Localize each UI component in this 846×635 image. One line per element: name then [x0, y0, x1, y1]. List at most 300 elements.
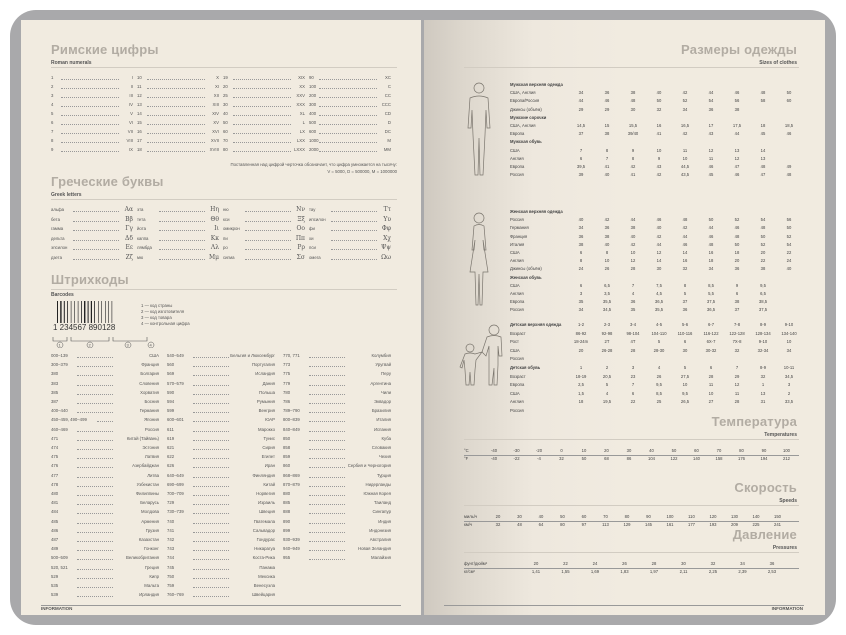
roman-number: 4	[51, 102, 54, 107]
dotted-leader	[147, 139, 205, 143]
dotted-leader	[319, 139, 377, 143]
dotted-leader	[159, 218, 205, 222]
barcode-prefix: 880	[283, 491, 291, 496]
roman-number: 13	[137, 102, 142, 107]
dotted-leader	[73, 208, 119, 212]
size-cell: 34	[708, 266, 714, 272]
size-cell: 2,5	[578, 382, 584, 388]
barcode-prefix: 890	[283, 518, 291, 524]
greek-letter-glyph: Σσ	[296, 253, 305, 261]
value-cell: 36	[769, 561, 775, 566]
value-cell: 26	[622, 561, 627, 566]
size-cell: 7	[579, 147, 583, 153]
size-cell: 86-92	[575, 330, 587, 336]
dotted-leader	[193, 566, 229, 570]
barcode-bar	[64, 301, 65, 323]
size-cell: 37	[682, 299, 688, 305]
roman-numeral: LXXX	[294, 147, 305, 152]
value-cell: -40	[490, 448, 498, 453]
barcode-country: Эстония	[142, 445, 159, 450]
roman-number: 50	[223, 120, 228, 125]
barcode-country: Колумбия	[371, 353, 391, 358]
size-cell: 41	[630, 172, 636, 178]
value-cell: 28	[651, 561, 657, 566]
value-cell: 40	[649, 448, 654, 453]
barcode-prefix: 489	[51, 546, 59, 552]
greek-letter-name: йота	[137, 226, 147, 231]
dotted-leader	[77, 382, 113, 386]
barcode-prefix: 626	[167, 463, 175, 469]
roman-number: 500	[309, 120, 317, 125]
barcode-country: Босния	[144, 399, 159, 404]
size-cell: 7	[605, 155, 609, 161]
barcode-prefix: 485	[51, 518, 59, 524]
barcode-country: Германия	[139, 408, 159, 414]
size-cell: 29	[604, 106, 610, 112]
roman-numeral: XX	[299, 84, 305, 89]
barcode-prefix: 539	[51, 592, 59, 598]
barcode-country: Таиланд	[374, 500, 391, 506]
size-cell: 37,5	[758, 307, 768, 313]
dotted-leader	[77, 363, 113, 367]
dotted-leader	[193, 584, 229, 588]
dotted-leader	[193, 382, 229, 386]
barcode-prefix: 480	[51, 491, 59, 496]
barcode-prefix: 600–601	[167, 417, 184, 423]
dotted-leader	[193, 538, 229, 542]
barcode-country: Азербайджан	[132, 463, 159, 469]
size-cell: 54	[786, 241, 792, 247]
barcode-country: Венгрия	[258, 408, 275, 414]
dotted-leader	[309, 529, 345, 533]
size-cell: 6	[683, 339, 687, 345]
greek-letter-glyph: Νν	[296, 206, 305, 213]
size-cell: 20	[578, 347, 584, 353]
size-cell: 8	[631, 155, 635, 161]
barcode-country: Гонконг	[143, 546, 159, 552]
dotted-leader	[77, 400, 113, 404]
barcode-bar	[91, 301, 92, 323]
value-cell: 2,11	[679, 569, 688, 574]
barcode-prefix: 383	[51, 380, 59, 386]
size-row-label: Женская верхняя одежда	[510, 209, 563, 214]
greek-letter-glyph: Αα	[124, 206, 133, 213]
value-cell: 209	[731, 522, 738, 527]
dotted-leader	[233, 85, 291, 89]
dotted-leader	[193, 492, 229, 496]
size-cell: 50	[786, 225, 792, 231]
value-cell: 158	[715, 456, 723, 461]
value-cell: 24	[592, 561, 598, 566]
size-cell: 34,5	[784, 373, 794, 379]
barcode-prefix: 520, 521	[51, 564, 68, 570]
greek-letter-name: омикрон	[223, 226, 240, 231]
size-row-label: Европа	[510, 164, 525, 169]
dotted-leader	[331, 208, 377, 212]
size-cell: 28	[708, 373, 714, 379]
value-cell: 225	[752, 522, 760, 527]
size-cell: 31	[760, 399, 766, 405]
barcode-country: Хорватия	[140, 389, 159, 395]
size-cell: 9,5	[760, 282, 766, 288]
roman-numeral: XXX	[296, 102, 305, 107]
size-cell: 12	[734, 382, 740, 388]
size-cell: 30	[656, 266, 662, 272]
size-row-label: Англия	[510, 258, 524, 264]
barcode-prefix: 779	[283, 380, 291, 386]
roman-subtitle: Roman numerals	[51, 60, 92, 66]
dotted-leader	[159, 237, 205, 241]
barcode-country: Китай	[263, 481, 275, 487]
dotted-leader	[309, 400, 345, 404]
barcode-bar	[101, 301, 102, 323]
size-cell: 60	[786, 98, 792, 104]
barcode-number: 1 234567 890128	[53, 323, 116, 332]
size-cell: 20,5	[602, 373, 612, 379]
size-cell: 6	[579, 282, 583, 288]
size-cell: 1	[579, 365, 583, 370]
size-cell: 98-104	[626, 330, 640, 336]
barcode-prefix: 800–839	[283, 417, 300, 423]
roman-number: 2000	[309, 147, 319, 152]
size-row-label: Россия	[510, 356, 524, 362]
size-cell: 9	[631, 147, 635, 153]
barcode-mark-2: 2	[88, 342, 91, 348]
size-cell: 11	[734, 390, 740, 396]
size-cell: 10	[604, 258, 610, 264]
size-cell: 28	[630, 347, 636, 353]
barcode-prefix: 773	[283, 362, 291, 368]
size-cell: 3	[631, 365, 635, 370]
size-cell: 6	[709, 365, 713, 370]
size-cell: 46	[604, 98, 610, 104]
value-cell: 80	[624, 514, 630, 519]
size-cell: 46	[708, 164, 714, 169]
size-cell: 52	[786, 233, 792, 239]
barcodes-subtitle: Barcodes	[51, 292, 74, 298]
size-cell: 2-3	[603, 322, 611, 327]
dotted-leader	[309, 520, 345, 524]
barcode-country: Словения	[139, 380, 159, 386]
size-cell: 9-10	[758, 339, 768, 345]
greek-letter-name: сигма	[223, 254, 235, 260]
roman-numeral: MM	[383, 147, 391, 152]
size-row-label: Мужская верхняя одежда	[510, 82, 563, 87]
size-cell: 41	[604, 164, 610, 169]
dotted-leader	[73, 256, 119, 260]
barcode-country: Норвегия	[256, 491, 275, 496]
size-cell: 56	[786, 217, 792, 223]
size-cell: 7,5	[656, 282, 662, 288]
size-cell: 6X-7	[706, 339, 716, 345]
size-cell: 34	[578, 90, 584, 96]
size-cell: 1	[761, 382, 765, 388]
dotted-leader	[147, 148, 205, 152]
size-cell: 110-116	[677, 330, 693, 336]
dotted-leader	[193, 455, 229, 459]
size-cell: 18	[578, 399, 584, 405]
dotted-leader	[309, 538, 345, 542]
value-cell: 2,39	[738, 569, 747, 574]
roman-numeral: C	[387, 84, 391, 89]
barcode-country: Коста-Рика	[252, 555, 275, 561]
size-cell: 44,5	[680, 164, 690, 169]
dotted-leader	[77, 492, 113, 496]
value-cell: 100	[783, 448, 790, 453]
barcode-country: Исландия	[255, 371, 275, 377]
barcode-country: Египет	[261, 454, 275, 460]
barcode-country: Перу	[381, 371, 391, 377]
barcode-country: Индия	[378, 518, 391, 524]
greek-letter-name: эпсилон	[51, 245, 68, 250]
dotted-leader	[245, 246, 291, 250]
dotted-leader	[331, 237, 377, 241]
temperature-subtitle: Temperatures	[764, 432, 797, 438]
size-cell: 30-32	[705, 347, 717, 353]
footer-line	[41, 605, 401, 606]
dotted-leader	[245, 218, 291, 222]
roman-numeral: XXV	[296, 93, 305, 98]
size-row-label: Англия	[510, 155, 524, 161]
roman-number: 600	[309, 129, 317, 134]
barcode-prefix: 860	[283, 463, 291, 469]
roman-number: 14	[137, 111, 142, 116]
row-label: фунт/дюйм²	[464, 561, 488, 566]
size-cell: 2T	[604, 339, 610, 345]
size-row-label: Мужская обувь	[510, 139, 542, 145]
value-cell: 20	[604, 448, 609, 453]
size-cell: 26-28	[601, 347, 613, 353]
size-cell: 18,5	[784, 123, 794, 128]
dotted-leader	[309, 428, 345, 432]
size-cell: 48	[734, 233, 740, 239]
roman-number: 1	[51, 75, 54, 80]
dotted-leader	[73, 246, 119, 250]
roman-numeral: VII	[127, 129, 133, 134]
size-cell: 46	[734, 225, 740, 231]
barcode-prefix: 750	[167, 573, 175, 579]
size-cell: 54	[708, 98, 714, 104]
barcode-prefix: 760–769	[167, 592, 184, 598]
barcode-bar	[81, 301, 82, 323]
size-cell: 36,5	[654, 299, 664, 305]
barcode-country: Панама	[259, 564, 275, 570]
size-cell: 43,5	[680, 172, 690, 178]
size-cell: 22	[630, 399, 636, 405]
size-cell: 48	[786, 172, 792, 178]
greek-letter-glyph: Φφ	[381, 225, 391, 232]
size-cell: 40	[786, 266, 792, 272]
value-cell: 34	[740, 561, 745, 566]
dotted-leader	[319, 94, 377, 98]
size-cell: 8,5	[656, 390, 662, 396]
dotted-leader	[159, 256, 205, 260]
size-cell: 8	[605, 250, 609, 255]
size-cell: 7	[735, 365, 739, 370]
value-cell: 50	[560, 514, 565, 519]
size-cell: 2	[605, 365, 609, 370]
barcode-country: Португалия	[251, 362, 275, 368]
greek-letter-name: лямбда	[137, 245, 152, 250]
size-cell: 5	[683, 365, 687, 370]
barcode-prefix: 611	[167, 426, 174, 432]
size-cell: 39,5	[576, 164, 586, 169]
size-row-label: Европа	[510, 131, 525, 137]
size-cell: 42	[656, 233, 662, 239]
barcode-prefix: 484	[51, 509, 59, 515]
size-cell: 45	[708, 172, 714, 178]
size-cell: 28	[630, 266, 636, 272]
divider	[464, 439, 799, 440]
barcode-prefix: 500–509	[51, 555, 68, 561]
value-cell: 1,69	[590, 569, 600, 574]
barcode-country: Новая Зеландия	[358, 546, 391, 552]
roman-numeral: CD	[384, 111, 391, 116]
size-cell: 35	[630, 307, 636, 313]
size-cell: 17	[708, 123, 714, 128]
value-cell: 22	[563, 561, 568, 566]
size-cell: 40	[578, 217, 584, 223]
roman-numeral: XV	[213, 120, 219, 125]
size-cell: 46	[682, 241, 688, 247]
size-cell: 32	[760, 373, 766, 379]
size-cell: 46	[734, 172, 740, 178]
dotted-leader	[77, 464, 113, 468]
dotted-leader	[331, 246, 377, 250]
roman-number: 15	[137, 120, 142, 125]
value-cell: 90	[761, 448, 767, 453]
roman-number: 400	[309, 111, 317, 116]
roman-number: 3	[51, 93, 54, 98]
barcode-prefix: 899	[283, 527, 291, 533]
barcode-prefix: 400–440	[51, 408, 68, 414]
barcode-prefix: 770, 771	[283, 353, 300, 358]
barcode-country: Австралия	[369, 537, 391, 542]
dotted-leader	[319, 121, 377, 125]
size-cell: 14	[760, 147, 766, 153]
dotted-leader	[309, 418, 345, 422]
size-row-label: США	[510, 390, 520, 396]
dotted-leader	[147, 130, 205, 134]
barcode-prefix: 858	[283, 445, 291, 450]
size-cell: 9,5	[656, 382, 662, 388]
value-cell: 97	[581, 522, 587, 527]
dotted-leader	[159, 227, 205, 231]
size-cell: 50	[786, 90, 792, 96]
barcode-prefix: 743	[167, 546, 175, 552]
size-cell: 13	[760, 390, 766, 396]
barcode-country: Малайзия	[370, 555, 391, 561]
value-cell: 20	[533, 561, 539, 566]
size-cell: 8,5	[708, 282, 714, 288]
barcode-prefix: 619	[167, 435, 175, 441]
roman-number: 19	[223, 75, 228, 80]
size-cell: 4,5	[656, 291, 662, 296]
value-cell: 120	[709, 514, 717, 519]
value-cell: 64	[538, 522, 544, 527]
size-cell: 8	[605, 147, 609, 153]
barcode-country: Китай (Тайвань)	[126, 435, 159, 441]
dotted-leader	[193, 529, 229, 533]
dotted-leader	[331, 256, 377, 260]
value-cell: 60	[581, 514, 587, 519]
greek-subtitle: Greek letters	[51, 192, 82, 198]
size-cell: 9,5	[682, 390, 688, 396]
greek-letter-name: омега	[309, 254, 321, 260]
size-cell: 7X-8	[732, 339, 742, 345]
barcode-country: Иран	[264, 463, 275, 469]
barcode-prefix: 569	[167, 371, 175, 377]
size-cell: 36	[630, 299, 636, 305]
size-cell: 40	[604, 172, 610, 178]
children-silhouette-icon	[454, 320, 514, 390]
size-cell: 48	[760, 164, 766, 169]
size-cell: 134-140	[781, 330, 797, 336]
dotted-leader	[77, 501, 113, 505]
greek-letter-name: гамма	[51, 226, 64, 231]
size-cell: 42	[656, 172, 662, 178]
value-cell: 32	[495, 522, 501, 527]
dotted-leader	[193, 556, 229, 560]
greek-letter-glyph: Λλ	[210, 244, 219, 251]
dotted-leader	[77, 474, 113, 478]
size-cell: 24	[578, 266, 584, 272]
dotted-leader	[61, 121, 119, 125]
barcode-prefix: 775	[283, 371, 291, 377]
size-cell: 5,5	[708, 291, 714, 296]
barcode-prefix: 387	[51, 399, 59, 404]
dotted-leader	[193, 520, 229, 524]
barcode-prefix: 474	[51, 445, 59, 450]
greek-letter-glyph: Ττ	[383, 206, 391, 213]
greek-letter-name: каппа	[137, 235, 149, 241]
dotted-leader	[77, 566, 113, 570]
size-row-label: Франция	[510, 233, 528, 239]
size-row-label: Европа	[510, 299, 525, 305]
barcode-legend-item: 1 — код страны	[141, 303, 173, 308]
size-cell: 12	[708, 147, 714, 153]
barcode-country: США	[149, 353, 159, 358]
value-cell: 241	[774, 522, 781, 527]
barcode-bar	[60, 301, 61, 323]
dotted-leader	[147, 94, 205, 98]
dotted-leader	[309, 372, 345, 376]
divider	[51, 67, 397, 68]
dotted-leader	[147, 103, 205, 107]
dotted-leader	[77, 584, 113, 588]
dotted-leader	[309, 391, 345, 395]
barcode-country: Бразилия	[371, 408, 391, 414]
size-cell: 3	[787, 382, 791, 388]
dotted-leader	[61, 130, 119, 134]
greek-letter-glyph: Κκ	[210, 234, 219, 242]
size-cell: 42	[630, 164, 636, 169]
barcode-bar	[78, 301, 79, 323]
size-cell: 18	[760, 123, 766, 128]
size-cell: 116-122	[703, 330, 719, 336]
barcode-country: Мальта	[144, 583, 159, 588]
size-cell: 6	[579, 250, 583, 255]
dotted-leader	[61, 94, 119, 98]
size-cell: 20	[760, 250, 766, 255]
dotted-leader	[309, 437, 345, 441]
roman-numeral: XII	[213, 93, 219, 98]
size-cell: 9	[657, 155, 661, 161]
value-cell: -30	[513, 448, 520, 453]
size-cell: 44	[708, 225, 714, 231]
size-cell: 4T	[630, 339, 636, 345]
barcode-legend-item: 3 — код товара	[141, 315, 172, 320]
